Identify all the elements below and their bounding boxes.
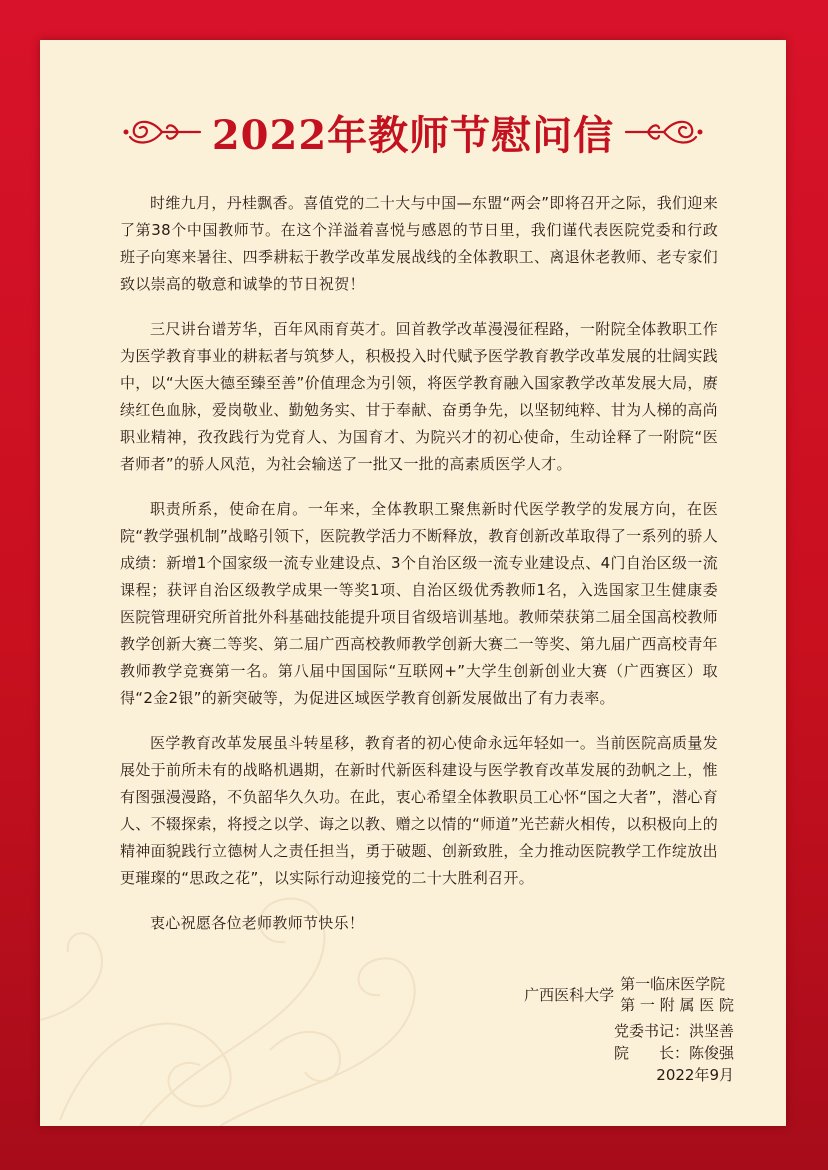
left-ornament-icon <box>122 115 202 149</box>
signature-block <box>434 974 734 1086</box>
organization <box>434 974 734 1016</box>
paragraph-2: 三尺讲台谱芳华，百年风雨育英才。回首教学改革漫漫征程路，一附院全体教职工作为医学教育事业的耕耘者与筑梦人，积极投入时代赋予医学教育教学改革发展的壮阔实践中，以“大医大德至臻至善”价值理念为引领，将医学教育融入国家教学改革发展大局，赓续红色血脉，爱岗敬业、勤勉务实、甘于奉献、奋勇争先，以坚韧纯粹、甘为人梯的高尚职业精神，孜孜践行为党育人、为国育才、为院兴才的初心使命，生动诠释了一附院“医者师者”的骄人风范，为社会输送了一批又一批的高素质医学人才。 <box>120 320 718 473</box>
unit-names <box>620 974 734 1016</box>
right-ornament-icon <box>624 115 704 149</box>
paragraph-5: 衷心祝愿各位老师教师节快乐！ <box>150 914 365 932</box>
letter-paper <box>40 40 786 1126</box>
unit-line-2: 第 一 附 属 医 院 <box>620 996 734 1014</box>
letter-body <box>120 190 718 955</box>
page-title: 2022年教师节慰问信 <box>211 111 615 159</box>
title-row <box>40 102 786 162</box>
university-name: 广西医科大学 <box>524 985 615 1004</box>
party-secretary: 党委书记：洪坚善 <box>613 1022 734 1040</box>
hospital-president: 院 长：陈俊强 <box>613 1044 734 1062</box>
paragraph-3: 职责所系，使命在肩。一年来，全体教职工聚焦新时代医学教学的发展方向，在医院“教学强机制”战略引领下，医院教学活力不断释放，教育创新改革取得了一系列的骄人成绩：新增1个国家级一流专业建设点、3个自治区级一流专业建设点、4门自治区级一流课程；获评自治区级教学成果一等奖1项、自治区级优秀教师1名，入选国家卫生健康委医院管理研究所首批外科基础技能提升项目省级培训基地。教师荣获第二届全国高校教师教学创新大赛二等奖、第二届广西高校教师教学创新大赛二一等奖、第九届广西高校青年教师教学竞赛第一名。第八届中国国际“互联网+”大学生创新创业大赛（广西赛区）取得“2金2银”的新突破等，为促进区域医学教育创新发展做出了有力表率。 <box>120 500 718 707</box>
letter-date: 2022年9月 <box>656 1066 734 1084</box>
paragraph-1: 时维九月，丹桂飘香。喜值党的二十大与中国—东盟“两会”即将召开之际，我们迎来了第38个中国教师节。在这个洋溢着喜悦与感恩的节日里，我们谨代表医院党委和行政班子向寒来暑往、四季耕耘于教学改革发展战线的全体教职工、离退休老教师、老专家们致以崇高的敬意和诚挚的节日祝贺！ <box>120 194 718 293</box>
paragraph-4: 医学教育改革发展虽斗转星移，教育者的初心使命永远年轻如一。当前医院高质量发展处于前所未有的战略机遇期，在新时代新医科建设与医学教育改革发展的劲帆之上，惟有图强漫漫路，不负韶华久久功。在此，衷心希望全体教职员工心怀“国之大者”，潜心育人、不辍探索，将授之以学、诲之以教、赠之以情的“师道”光芒薪火相传，以积极向上的精神面貌践行立德树人之责任担当，勇于破题、创新致胜，全力推动医院教学工作绽放出更璀璨的“思政之花”，以实际行动迎接党的二十大胜利召开。 <box>120 734 718 887</box>
unit-line-1: 第一临床医学院 <box>620 975 726 993</box>
